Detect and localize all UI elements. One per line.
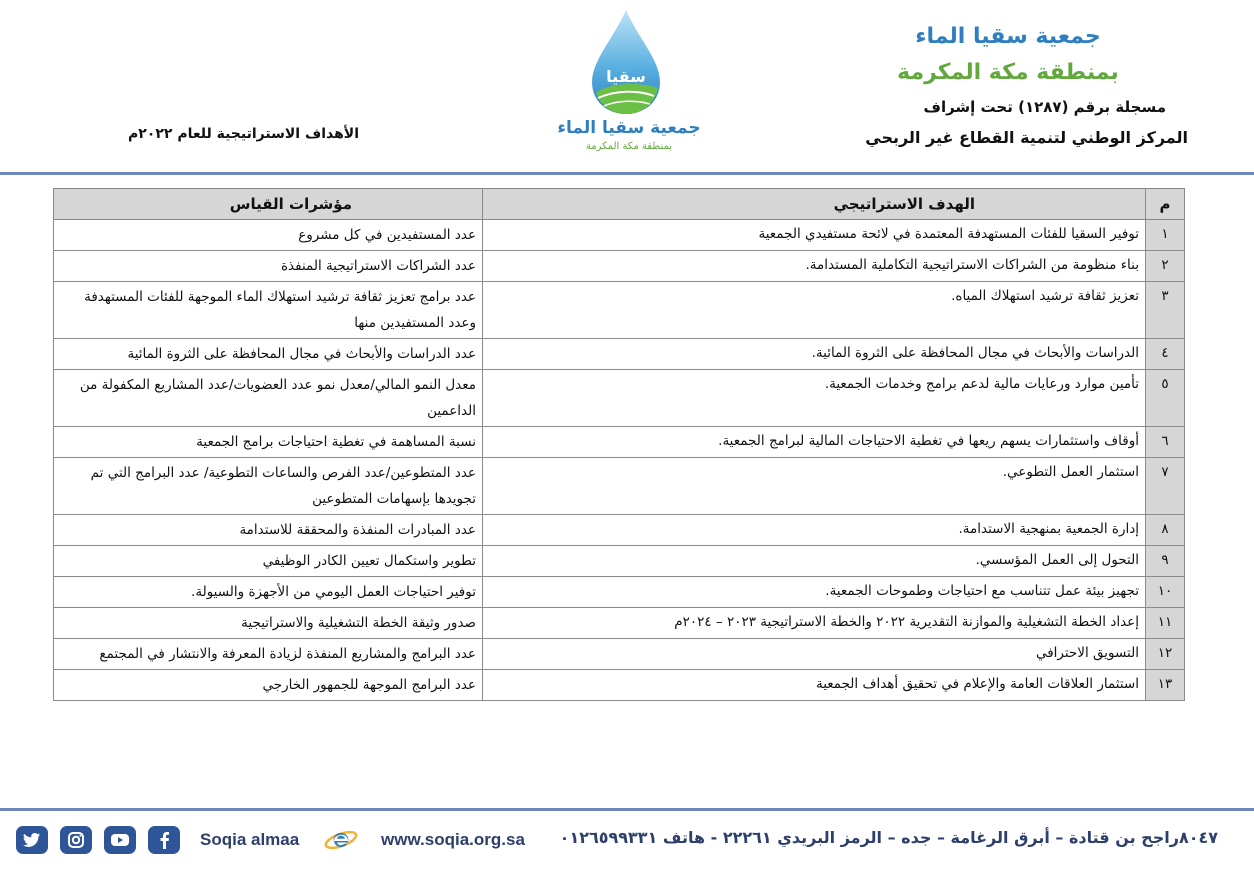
goal-cell: استثمار العمل التطوعي. [483, 458, 1146, 515]
indicator-cell: تطوير واستكمال تعيين الكادر الوظيفي [54, 546, 483, 577]
logo-text-main: جمعية سقيا الماء [557, 118, 701, 138]
indicator-cell: نسبة المساهمة في تغطية احتياجات برامج الجمعية [54, 427, 483, 458]
table-body [54, 220, 1185, 701]
indicator-cell: توفير احتياجات العمل اليومي من الأجهزة والسيولة. [54, 577, 483, 608]
row-number-cell: ١٠ [1146, 577, 1185, 608]
brand-name: Soqia almaa [200, 830, 300, 849]
goal-cell: أوقاف واستثمارات يسهم ريعها في تغطية الاحتياجات المالية لبرامج الجمعية. [483, 427, 1146, 458]
logo-text-sub: بمنطقة مكة المكرمة [585, 141, 673, 152]
goal-cell: إدارة الجمعية بمنهجية الاستدامة. [483, 515, 1146, 546]
youtube-icon[interactable] [104, 826, 136, 854]
table-row [54, 220, 1185, 251]
website-link[interactable]: www.soqia.org.sa [381, 830, 525, 849]
page-footer [0, 818, 1254, 868]
indicator-cell: عدد البرامج والمشاريع المنفذة لزيادة المعرفة والانتشار في المجتمع [54, 639, 483, 670]
goal-cell: التحول إلى العمل المؤسسي. [483, 546, 1146, 577]
table-row [54, 608, 1185, 639]
table-header-row [54, 189, 1185, 220]
table-row [54, 282, 1185, 339]
indicator-cell: عدد برامج تعزيز ثقافة ترشيد استهلاك الماء الموجهة للفئات المستهدفة وعدد المستفيدين منها [54, 282, 483, 339]
registration-text: مسجلة برقم (١٢٨٧) تحت إشراف [923, 98, 1166, 116]
goal-cell: إعداد الخطة التشغيلية والموازنة التقديرية ٢٠٢٢ والخطة الاستراتيجية ٢٠٢٣ – ٢٠٢٤م [483, 608, 1146, 639]
logo-drop-text: سقيا [606, 67, 646, 86]
indicator-cell: معدل النمو المالي/معدل نمو عدد العضويات/عدد المشاريع المكفولة من الداعمين [54, 370, 483, 427]
row-number-cell: ٩ [1146, 546, 1185, 577]
row-number-cell: ٤ [1146, 339, 1185, 370]
footer-divider [0, 808, 1254, 811]
indicator-cell: عدد البرامج الموجهة للجمهور الخارجي [54, 670, 483, 701]
table-row [54, 458, 1185, 515]
table-row [54, 670, 1185, 701]
row-number-cell: ٦ [1146, 427, 1185, 458]
org-identity [828, 22, 1188, 90]
goal-cell: بناء منظومة من الشراكات الاستراتيجية التكاملية المستدامة. [483, 251, 1146, 282]
goal-cell: التسويق الاحترافي [483, 639, 1146, 670]
indicator-cell: صدور وثيقة الخطة التشغيلية والاستراتيجية [54, 608, 483, 639]
goal-cell: تجهيز بيئة عمل تتناسب مع احتياجات وطموحات الجمعية. [483, 577, 1146, 608]
table-row [54, 639, 1185, 670]
column-header-num: م [1146, 189, 1185, 220]
row-number-cell: ٢ [1146, 251, 1185, 282]
document-title: الأهداف الاستراتيجية للعام ٢٠٢٢م [128, 126, 360, 142]
goal-cell: توفير السقيا للفئات المستهدفة المعتمدة في لائحة مستفيدي الجمعية [483, 220, 1146, 251]
indicator-cell: عدد المبادرات المنفذة والمحققة للاستدامة [54, 515, 483, 546]
supervisor-text: المركز الوطني لتنمية القطاع غير الربحي [865, 128, 1188, 147]
water-drop-icon [554, 8, 704, 120]
social-icons [16, 826, 180, 854]
table-row [54, 515, 1185, 546]
row-number-cell: ١١ [1146, 608, 1185, 639]
goal-cell: الدراسات والأبحاث في مجال المحافظة على الثروة المائية. [483, 339, 1146, 370]
table-row [54, 251, 1185, 282]
row-number-cell: ٥ [1146, 370, 1185, 427]
goal-cell: استثمار العلاقات العامة والإعلام في تحقيق أهداف الجمعية [483, 670, 1146, 701]
org-name: جمعية سقيا الماء [915, 24, 1101, 49]
table-row [54, 339, 1185, 370]
column-header-indicator: مؤشرات القياس [54, 189, 483, 220]
table-row [54, 546, 1185, 577]
row-number-cell: ١٢ [1146, 639, 1185, 670]
table-row [54, 577, 1185, 608]
strategic-goals-table [53, 188, 1185, 701]
indicator-cell: عدد المتطوعين/عدد الفرص والساعات التطوعية/ عدد البرامج التي تم تجويدها بإسهامات المتطوعين [54, 458, 483, 515]
header-divider [0, 172, 1254, 175]
org-logo [554, 8, 704, 158]
row-number-cell: ٧ [1146, 458, 1185, 515]
page-header [0, 0, 1254, 178]
indicator-cell: عدد المستفيدين في كل مشروع [54, 220, 483, 251]
row-number-cell: ١٣ [1146, 670, 1185, 701]
facebook-icon[interactable] [148, 826, 180, 854]
goal-cell: تعزيز ثقافة ترشيد استهلاك المياه. [483, 282, 1146, 339]
column-header-goal: الهدف الاستراتيجي [483, 189, 1146, 220]
indicator-cell: عدد الشراكات الاستراتيجية المنفذة [54, 251, 483, 282]
row-number-cell: ٨ [1146, 515, 1185, 546]
row-number-cell: ١ [1146, 220, 1185, 251]
browser-icon [324, 826, 358, 854]
indicator-cell: عدد الدراسات والأبحاث في مجال المحافظة على الثروة المائية [54, 339, 483, 370]
instagram-icon[interactable] [60, 826, 92, 854]
address-text: ٨٠٤٧راجح بن قتادة – أبرق الرغامة – جده – الرمز البريدي ٢٢٢٦١ - هاتف ٠١٢٦٥٩٩٣٣١ [559, 828, 1218, 847]
goal-cell: تأمين موارد ورعايات مالية لدعم برامج وخدمات الجمعية. [483, 370, 1146, 427]
org-region: بمنطقة مكة المكرمة [897, 60, 1119, 85]
table-row [54, 427, 1185, 458]
twitter-icon[interactable] [16, 826, 48, 854]
row-number-cell: ٣ [1146, 282, 1185, 339]
table-row [54, 370, 1185, 427]
